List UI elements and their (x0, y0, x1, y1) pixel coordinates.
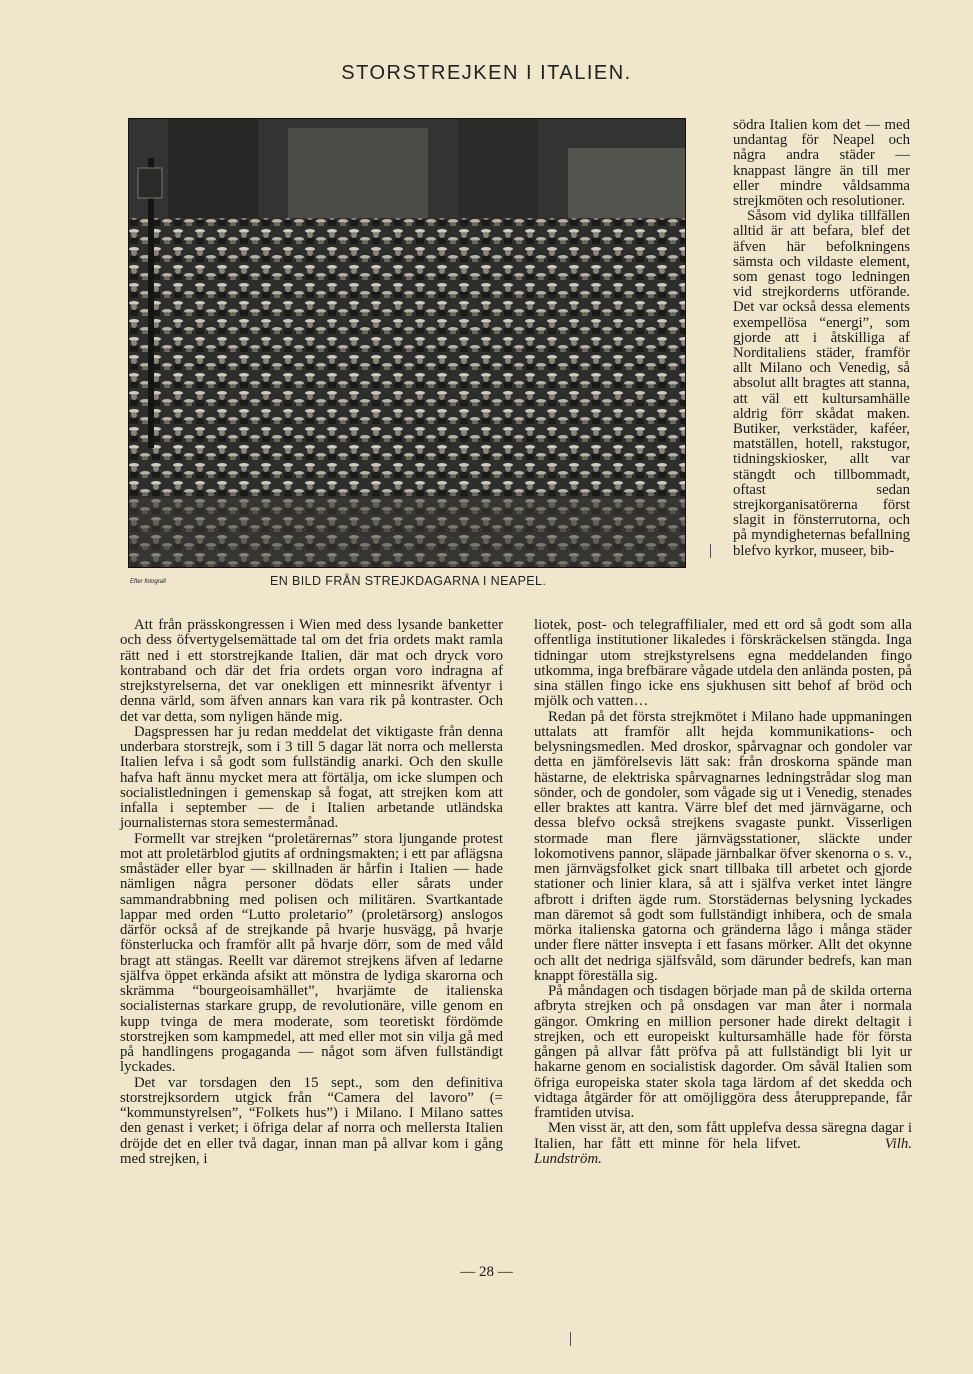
crowd-photograph (128, 118, 686, 568)
page-number: — 28 — (460, 1264, 513, 1280)
paragraph: Att från prässkongressen i Wien med dess lysande banketter och dess öfvertygelsemättade tal om det fria ordets makt ramla rätt ned i ett storstrejkande Italien, där mat och dryck voro kontraband och där det fria ordets organ voro indragna af strejkstyrelserna, det var onekligen ett minnesrikt äfventyr i denna värld, som äfven annars kan vara rik på kontraster. Och det var detta, som nyligen hände mig. (120, 617, 503, 725)
paragraph: Såsom vid dylika tillfällen alltid är att befara, blef det äfven här befolkningens sämsta och vildaste element, som genast togo ledningen vid strejkorderns utförande. Det var också dessa elements exempellösa “energi”, som gjorde att i åtskilliga af Norditaliens städer, framför allt Milano och Venedig, så absolut allt bragtes att stanna, att väl ett kultursamhälle aldrig förr skådat maken. Butiker, verkstäder, kaféer, matställen, hotell, rakstugor, tidningskiosker, allt var stängdt och tillbommadt, oftast sedan strejkorganisatörerna först slagit in fönsterrutorna, och på myndigheternas befallning blefvo kyrkor, museer, bib- (733, 208, 910, 559)
photo-caption: EN BILD FRÅN STREJKDAGARNA I NEAPEL. (270, 574, 547, 588)
photo-credit: Efter fotografi (130, 579, 167, 585)
paragraph: Dagspressen har ju redan meddelat det viktigaste från denna underbara storstrejk, som i 3 till 5 dagar lät norra och mellersta Italien lefva i så godt som fullständig anarki. Och den skulle hafva haft ännu mycket mera att förtälja, om icke slumpen och socialistledningen i gemenskap så fogat, att strejken kom att infalla i september — de i Italien arbetande utländska journalisternas stora semestermånad. (120, 723, 503, 832)
paragraph: södra Italien kom det — med undantag för Neapel och några andra städer — knappast längre än till mer eller mindre våldsamma strejkmöten och resolutioner. (733, 117, 910, 210)
closing-sentence: Men visst är, att den, som fått upplefva dessa säregna dagar i Italien, har fått ett minne för hela lifvet. (534, 1120, 912, 1152)
paragraph: På måndagen och tisdagen började man på de skilda orterna afbryta strejken och på onsdagen var man åter i normala gängor. Omkring en million personer hade direkt deltagit i strejken, och ett europeiskt kultursamhälle hade för första gången på allvar fått pröfva på att fullständigt bli lyit ur hakarne genom en socialistisk dagorder. Om såväl Italien som öfriga europeiska stater skola taga lärdom af det skedda och vidtaga åtgärder för att omöjliggöra dess återupprepande, får framtiden utvisa. (534, 983, 912, 1121)
right-bottom-column-text (534, 618, 912, 1167)
paragraph: liotek, post- och telegraffilialer, med ett ord så godt som alla offentliga institutioner likaledes i förskräckelsen stängda. Inga tidningar utom strejkstyrelsens egna meddelanden fingo utkomma, inga brefbärare vågade utdela den anlända posten, på sina ställen fingo icke ens sjukhusen sitt behof af bröd och mjölk och vatten… (534, 617, 912, 710)
margin-mark (710, 544, 711, 558)
article-title: STORSTREJKEN I ITALIEN. (341, 62, 632, 84)
author-signature: Vilh. Lundström. (534, 1135, 912, 1167)
crowd-photo-illustration (128, 118, 686, 568)
left-column-text (120, 618, 503, 1167)
paragraph: Det var torsdagen den 15 sept., som den definitiva storstrejksordern utgick från “Camera del lavoro” (= “kommunstyrelsen”, “Folkets hus”) i Milano. I Milano sattes den genast i verket; i öfriga delar af norra och mellersta Italien dröjde det en eller två dagar, innan man på allvar kom i gång med strejken, i (120, 1074, 503, 1167)
paragraph: Formellt var strejken “proletärernas” stora ljungande protest mot att proletärblod gjutits af ordningsmakten; i ett par aflägsna småstäder eller byar — skillnaden är hårfin i Italien — hade nämligen några personer dödats eller sårats under sammandrabbning med polisen och militären. Svartkantade lappar med orden “Lutto proletario” (proletärsorg) anslogos därför också af de strejkande på hvarje husvägg, på hvarje fönsterlucka och framför allt på hvarje dörr, som de med våld bragt att stängas. Reellt var däremot strejkens äfven af ledarne själfva öppet erkända afsikt att mönstra de lydiga skarorna och skrämma “bourgeoisamhället”, hvarjämte de italienska socialisternas starkare grupp, de revolutionäre, ville genom en kupp tvinga de mera moderate, som teoretiskt fördömde storstrejken som kampmedel, att med eller mot sin vilja gå med på handlingens progaganda — något som äfven fullständigt lyckades. (120, 830, 503, 1076)
margin-mark (570, 1332, 571, 1346)
paragraph: Redan på det första strejkmötet i Milano hade uppmaningen uttalats att framför allt hejda kommunikations- och belysningsmedlen. Med droskor, spårvagnar och gondoler var detta en jämförelsevis lätt sak: från droskorna spände man hästarne, de elektriska spårvagnarnes ledningstrådar slog man sönder, och de gondoler, som vågade sig ut i Venedig, stenades eller braktes att kantra. Värre blef det med järnvägarne, och dessa blefvo också strejkens svagaste punkt. Visserligen stormade man flere järnvägsstationer, släckte under lokomotivens pannor, släpade järnbalkar öfver skenorna o s. v., men järnvägsfolket gick snart tillbaka till arbetet och gjorde stationer och linier klara, så att i själfva verket intet längre afbrott i driften ägde rum. Storstädernas belysning lyckades man däremot så godt som fullständigt inhibera, och de smala mörka italienska gatorna och gränderna lågo i många städer under flere nätter insvepta i ett fasans mörker. Allt det okynne och allt det nedriga själfsvåld, som därunder bedrefs, kan man knappt föreställa sig. (534, 708, 912, 984)
paragraph (534, 1121, 912, 1167)
right-column-text (733, 118, 910, 559)
